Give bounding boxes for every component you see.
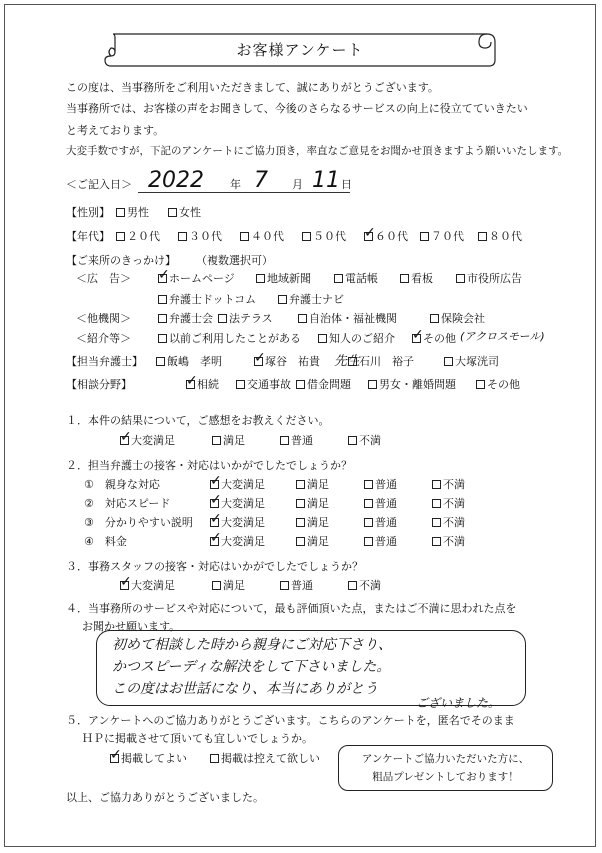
- q2-text: ２．担当弁護士の接客・対応はいかがでしたでしょうか？: [66, 459, 352, 472]
- source-local-newspaper-label: 地域新聞: [267, 272, 311, 285]
- age-50s[interactable]: [302, 230, 346, 243]
- q2-row-4-satisfied-label: 満足: [307, 535, 329, 548]
- source-houterasu-checkbox[interactable]: [218, 314, 227, 323]
- age-80s[interactable]: [478, 230, 522, 243]
- source-previous-use[interactable]: [158, 332, 301, 345]
- source-phonebook-label: 電話帳: [345, 272, 378, 285]
- q1-very-satisfied-label: 大変満足: [131, 434, 175, 447]
- ad-label: ＜広 告＞: [76, 272, 131, 285]
- q3-satisfied-checkbox[interactable]: [212, 581, 221, 590]
- lawyer-iijima-label: 飯嶋 孝明: [167, 355, 222, 368]
- q3-average-checkbox[interactable]: [280, 581, 289, 590]
- intro-line-2: 当事務所では、お客様の声をお聞きして、今後のさらなるサービスの向上に役立てていきたい: [66, 102, 528, 115]
- lawyer-tsukatani[interactable]: [254, 355, 320, 368]
- field-traffic[interactable]: [236, 378, 291, 391]
- q2-row-4-average-checkbox[interactable]: [364, 537, 373, 546]
- source-houterasu[interactable]: [218, 312, 273, 325]
- q2-row-4-dissatisfied[interactable]: [432, 535, 465, 548]
- q3-very-satisfied-checkbox[interactable]: [120, 581, 129, 590]
- q3-dissatisfied[interactable]: [348, 579, 381, 592]
- title-banner: [103, 30, 497, 68]
- q1-dissatisfied[interactable]: [348, 434, 381, 447]
- q3-dissatisfied-checkbox[interactable]: [348, 581, 357, 590]
- lawyer-otsuka-checkbox[interactable]: [444, 357, 453, 366]
- age-80s-checkbox[interactable]: [478, 232, 487, 241]
- source-label: 【ご来所のきっかけ】: [66, 254, 176, 267]
- q1-very-satisfied-checkbox[interactable]: [120, 436, 129, 445]
- q2-row-2-very-satisfied[interactable]: [210, 497, 265, 510]
- gender-female-checkbox[interactable]: [168, 208, 177, 217]
- q2-row-1-very-satisfied-checkbox[interactable]: [210, 480, 219, 489]
- source-homepage-checkbox[interactable]: [158, 274, 167, 283]
- age-70s-checkbox[interactable]: [420, 232, 429, 241]
- age-label: 【年代】: [66, 230, 110, 243]
- q2-row-4-satisfied[interactable]: [296, 535, 329, 548]
- intro-line-4: 大変手数ですが，下記のアンケートにご協力頂き，率直なご意見をお聞かせ頂きますよう願いいたします。: [66, 145, 569, 157]
- q3-satisfied-label: 満足: [223, 579, 245, 592]
- source-bar-association[interactable]: [158, 312, 213, 325]
- q5-text-2: ＨＰに掲載させて頂いても宜しいでしょうか。: [82, 732, 313, 745]
- q2-row-2-very-satisfied-checkbox[interactable]: [210, 499, 219, 508]
- lawyer-label: 【担当弁護士】: [66, 355, 143, 368]
- q3-text: ３．事務スタッフの接客・対応はいかがでしたでしょうか？: [66, 560, 363, 573]
- q2-row-1-satisfied-label: 満足: [307, 478, 329, 491]
- intro-line-1: この度は、当事務所をご利用いただきまして、誠にありがとうございます。: [66, 81, 439, 94]
- q3-average-label: 普通: [291, 579, 313, 592]
- field-debt[interactable]: [296, 378, 351, 391]
- q2-row-3-average[interactable]: [364, 516, 397, 529]
- q2-row-1-satisfied-checkbox[interactable]: [296, 480, 305, 489]
- gender-label: 【性別】: [66, 206, 110, 219]
- q2-row-3-very-satisfied-label: 大変満足: [221, 516, 265, 529]
- q4-text-1: ４．当事務所のサービスや対応について，最も評価頂いた点，またはご不満に思われた点を: [66, 602, 517, 615]
- q2-row-2-dissatisfied-checkbox[interactable]: [432, 499, 441, 508]
- date-label: ＜ご記入日＞: [66, 178, 132, 191]
- q4-text-2: お聞かせ願います。: [82, 620, 181, 633]
- q2-row-1-dissatisfied-label: 不満: [443, 478, 465, 491]
- q2-row-4-dissatisfied-label: 不満: [443, 535, 465, 548]
- field-other-label: その他: [487, 378, 520, 391]
- q5-allow[interactable]: [110, 752, 187, 765]
- source-city-ad-label: 市役所広告: [467, 272, 522, 285]
- q2-row-2-average-checkbox[interactable]: [364, 499, 373, 508]
- q5-decline[interactable]: [210, 752, 320, 765]
- source-acquaintance[interactable]: [318, 332, 395, 345]
- q2-row-3-average-label: 普通: [375, 516, 397, 529]
- date-underline: [138, 192, 350, 193]
- q2-row-3-satisfied[interactable]: [296, 516, 329, 529]
- gender-male-checkbox[interactable]: [116, 208, 125, 217]
- intro-line-3: と考えております。: [66, 124, 165, 137]
- q2-row-2-label: ② 対応スピード: [84, 497, 171, 510]
- q3-very-satisfied-label: 大変満足: [131, 579, 175, 592]
- age-50s-label: ５０代: [313, 230, 346, 243]
- q2-row-2-average[interactable]: [364, 497, 397, 510]
- source-municipality[interactable]: [298, 312, 397, 325]
- q2-row-3-dissatisfied-label: 不満: [443, 516, 465, 529]
- age-60s[interactable]: [364, 230, 408, 243]
- q5-decline-label: 掲載は控えて欲しい: [221, 752, 320, 765]
- q2-row-2-dissatisfied[interactable]: [432, 497, 465, 510]
- source-municipality-label: 自治体・福祉機関: [309, 312, 397, 325]
- q2-row-4-very-satisfied[interactable]: [210, 535, 265, 548]
- q1-very-satisfied[interactable]: [120, 434, 175, 447]
- q2-row-3-label: ③ 分かりやすい説明: [84, 516, 193, 529]
- source-insurance-label: 保険会社: [441, 312, 485, 325]
- lawyer-tsukatani-label: 塚谷 祐貴: [265, 355, 320, 368]
- age-70s[interactable]: [420, 230, 464, 243]
- q2-row-2-average-label: 普通: [375, 497, 397, 510]
- q1-satisfied[interactable]: [212, 434, 245, 447]
- lawyer-tsukatani-checkbox[interactable]: [254, 357, 263, 366]
- q2-row-4-very-satisfied-label: 大変満足: [221, 535, 265, 548]
- source-previous-use-label: 以前ご利用したことがある: [169, 332, 301, 345]
- source-note: （複数選択可）: [196, 254, 273, 267]
- source-bengo4[interactable]: [158, 293, 256, 306]
- source-homepage[interactable]: [158, 272, 235, 285]
- source-other-label: その他: [423, 332, 456, 345]
- gender-male-label: 男性: [127, 206, 149, 219]
- lawyer-ishikawa-label: 石川 裕子: [359, 355, 414, 368]
- age-40s-label: ４０代: [251, 230, 284, 243]
- age-30s[interactable]: [178, 230, 222, 243]
- source-insurance[interactable]: [430, 312, 485, 325]
- org-label: ＜他機関＞: [76, 312, 131, 325]
- field-label: 【相談分野】: [66, 378, 132, 391]
- field-inheritance-checkbox[interactable]: [186, 380, 195, 389]
- source-signboard-label: 看板: [411, 272, 433, 285]
- source-city-ad-checkbox[interactable]: [456, 274, 465, 283]
- source-phonebook[interactable]: [334, 272, 378, 285]
- date-year-value: 2022: [148, 168, 204, 193]
- q2-row-4-satisfied-checkbox[interactable]: [296, 537, 305, 546]
- source-phonebook-checkbox[interactable]: [334, 274, 343, 283]
- q2-row-2-very-satisfied-label: 大変満足: [221, 497, 265, 510]
- q2-row-4-average[interactable]: [364, 535, 397, 548]
- field-other[interactable]: [476, 378, 520, 391]
- q2-row-3-average-checkbox[interactable]: [364, 518, 373, 527]
- q2-row-1-dissatisfied-checkbox[interactable]: [432, 480, 441, 489]
- lawyer-written: 先生: [334, 354, 361, 369]
- q1-average[interactable]: [280, 434, 313, 447]
- lawyer-otsuka-label: 大塚洸司: [455, 355, 499, 368]
- q1-dissatisfied-checkbox[interactable]: [348, 436, 357, 445]
- field-traffic-checkbox[interactable]: [236, 380, 245, 389]
- present-line-1: アンケートご協力いただいた方に、: [361, 753, 530, 765]
- q1-dissatisfied-label: 不満: [359, 434, 381, 447]
- age-40s-checkbox[interactable]: [240, 232, 249, 241]
- lawyer-ishikawa[interactable]: [348, 355, 414, 368]
- q2-row-2-satisfied-checkbox[interactable]: [296, 499, 305, 508]
- field-other-checkbox[interactable]: [476, 380, 485, 389]
- q2-row-4-very-satisfied-checkbox[interactable]: [210, 537, 219, 546]
- age-30s-checkbox[interactable]: [178, 232, 187, 241]
- source-other-checkbox[interactable]: [412, 334, 421, 343]
- source-other-written-text: アクロスモール: [464, 330, 541, 343]
- field-divorce-checkbox[interactable]: [368, 380, 377, 389]
- source-insurance-checkbox[interactable]: [430, 314, 439, 323]
- q2-row-3-satisfied-checkbox[interactable]: [296, 518, 305, 527]
- source-local-newspaper[interactable]: [256, 272, 311, 285]
- source-bengo4-checkbox[interactable]: [158, 295, 167, 304]
- source-houterasu-label: 法テラス: [229, 312, 273, 325]
- age-30s-label: ３０代: [189, 230, 222, 243]
- field-inheritance[interactable]: [186, 378, 219, 391]
- q1-average-label: 普通: [291, 434, 313, 447]
- age-20s-label: ２０代: [127, 230, 160, 243]
- field-traffic-label: 交通事故: [247, 378, 291, 391]
- source-signboard-checkbox[interactable]: [400, 274, 409, 283]
- q1-satisfied-label: 満足: [223, 434, 245, 447]
- q5-text-1: ５．アンケートへのご協力ありがとうございます。こちらのアンケートを，匿名でそのまま: [66, 714, 515, 727]
- q4-answer-line-4: ございました。: [416, 696, 501, 710]
- date-day-unit: 日: [341, 178, 352, 191]
- q2-row-1-average-checkbox[interactable]: [364, 480, 373, 489]
- q5-allow-checkbox[interactable]: [110, 754, 119, 763]
- source-bar-association-checkbox[interactable]: [158, 314, 167, 323]
- field-inheritance-label: 相続: [197, 378, 219, 391]
- date-day-value: 11: [312, 168, 340, 193]
- q2-row-1-very-satisfied-label: 大変満足: [221, 478, 265, 491]
- q2-row-1-average-label: 普通: [375, 478, 397, 491]
- q1-text: １．本件の結果について，ご感想をお教えください。: [66, 414, 330, 427]
- page-title: お客様アンケート: [236, 41, 364, 59]
- q2-row-1-average[interactable]: [364, 478, 397, 491]
- source-bengo4-label: 弁護士ドットコム: [169, 293, 257, 306]
- q2-row-4-label: ④ 料金: [84, 535, 127, 548]
- q5-decline-checkbox[interactable]: [210, 754, 219, 763]
- q2-row-1-label: ① 親身な対応: [84, 478, 160, 491]
- gender-female-label: 女性: [179, 206, 201, 219]
- source-acquaintance-label: 知人のご紹介: [329, 332, 395, 345]
- q2-row-3-very-satisfied-checkbox[interactable]: [210, 518, 219, 527]
- source-bengoshi-navi[interactable]: [278, 293, 344, 306]
- age-80s-label: ８０代: [489, 230, 522, 243]
- source-previous-use-checkbox[interactable]: [158, 334, 167, 343]
- present-line-2: 粗品プレゼントしております！: [372, 771, 519, 783]
- q2-row-3-dissatisfied[interactable]: [432, 516, 465, 529]
- source-signboard[interactable]: [400, 272, 433, 285]
- source-local-newspaper-checkbox[interactable]: [256, 274, 265, 283]
- lawyer-ishikawa-checkbox[interactable]: [348, 357, 357, 366]
- closing-text: 以上、ご協力ありがとうございました。: [66, 791, 264, 804]
- field-divorce[interactable]: [368, 378, 456, 391]
- q2-row-1-dissatisfied[interactable]: [432, 478, 465, 491]
- q2-row-3-dissatisfied-checkbox[interactable]: [432, 518, 441, 527]
- source-bengoshi-navi-label: 弁護士ナビ: [289, 293, 344, 306]
- age-50s-checkbox[interactable]: [302, 232, 311, 241]
- source-municipality-checkbox[interactable]: [298, 314, 307, 323]
- source-other[interactable]: [412, 332, 456, 345]
- age-60s-checkbox[interactable]: [364, 232, 373, 241]
- age-20s-checkbox[interactable]: [116, 232, 125, 241]
- q3-satisfied[interactable]: [212, 579, 245, 592]
- intro-label: ＜紹介等＞: [76, 332, 131, 345]
- q3-very-satisfied[interactable]: [120, 579, 175, 592]
- field-debt-checkbox[interactable]: [296, 380, 305, 389]
- q4-answer-line-1: 初めて相談した時から親身にご対応下さり、: [112, 637, 392, 653]
- field-divorce-label: 男女・離婚問題: [379, 378, 456, 391]
- q1-satisfied-checkbox[interactable]: [212, 436, 221, 445]
- source-acquaintance-checkbox[interactable]: [318, 334, 327, 343]
- q1-average-checkbox[interactable]: [280, 436, 289, 445]
- age-60s-label: ６０代: [375, 230, 408, 243]
- source-other-written: (アクロスモール): [460, 330, 545, 343]
- q2-row-1-satisfied[interactable]: [296, 478, 329, 491]
- q4-answer-line-3: この度はお世話になり、本当にありがとう: [112, 681, 378, 697]
- q2-row-3-very-satisfied[interactable]: [210, 516, 265, 529]
- lawyer-iijima[interactable]: [156, 355, 222, 368]
- source-bar-association-label: 弁護士会: [169, 312, 213, 325]
- source-city-ad[interactable]: [456, 272, 522, 285]
- age-40s[interactable]: [240, 230, 284, 243]
- source-bengoshi-navi-checkbox[interactable]: [278, 295, 287, 304]
- age-20s[interactable]: [116, 230, 160, 243]
- q2-row-2-satisfied[interactable]: [296, 497, 329, 510]
- q4-answer-line-2: かつスピーディな解決をして下さいました。: [112, 659, 391, 675]
- source-homepage-label: ホームページ: [169, 272, 235, 285]
- q5-allow-label: 掲載してよい: [121, 752, 187, 765]
- q2-row-4-average-label: 普通: [375, 535, 397, 548]
- q3-average[interactable]: [280, 579, 313, 592]
- q2-row-4-dissatisfied-checkbox[interactable]: [432, 537, 441, 546]
- lawyer-otsuka[interactable]: [444, 355, 499, 368]
- date-month-unit: 月: [292, 178, 303, 191]
- q3-dissatisfied-label: 不満: [359, 579, 381, 592]
- gender-female[interactable]: [168, 206, 201, 219]
- gender-male[interactable]: [116, 206, 149, 219]
- field-debt-label: 借金問題: [307, 378, 351, 391]
- present-notice: [338, 745, 553, 791]
- lawyer-iijima-checkbox[interactable]: [156, 357, 165, 366]
- date-year-unit: 年: [230, 178, 241, 191]
- q2-row-1-very-satisfied[interactable]: [210, 478, 265, 491]
- date-month-value: 7: [254, 168, 268, 193]
- q2-row-2-satisfied-label: 満足: [307, 497, 329, 510]
- q2-row-2-dissatisfied-label: 不満: [443, 497, 465, 510]
- q2-row-3-satisfied-label: 満足: [307, 516, 329, 529]
- age-70s-label: ７０代: [431, 230, 464, 243]
